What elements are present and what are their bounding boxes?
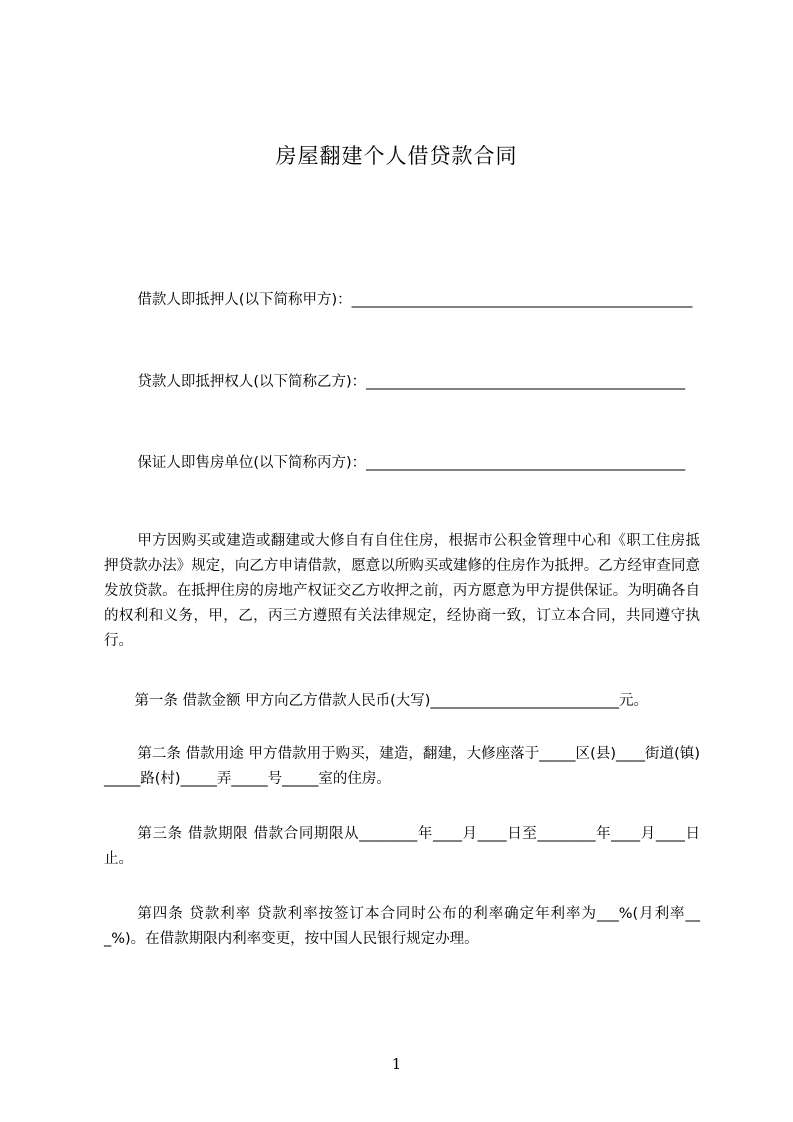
article-3-loan-term: 第三条 借款期限 借款合同期限从________年____月____日至________年____月____日止。 [104,826,700,867]
document-title: 房屋翻建个人借贷款合同 [275,144,518,168]
borrower-clause: 借款人即抵押人(以下简称甲方)：_______________________________________________ [137,292,693,308]
page-number: 1 [391,1055,402,1073]
article-2-loan-purpose: 第二条 借款用途 甲方借款用于购买，建造，翻建，大修座落于_____区(县)____街道(镇)_____路(村)_____弄_____号_____室的住房。 [104,746,700,787]
guarantor-clause: 保证人即售房单位(以下简称丙方)：____________________________________________ [137,455,686,471]
lender-clause: 贷款人即抵押权人(以下简称乙方)：____________________________________________ [137,374,686,390]
article-1-loan-amount: 第一条 借款金额 甲方向乙方借款人民币(大写)__________________________元。 [134,693,648,709]
preamble-paragraph: 甲方因购买或建造或翻建或大修自有自住住房，根据市公积金管理中心和《职工住房抵押贷款办法》规定，向乙方申请借款，愿意以所购买或建修的住房作为抵押。乙方经审查同意发放贷款。在抵押住房的房地产权证交乙方收押之前，丙方愿意为甲方提供保证。为明确各自的权利和义务，甲，乙，丙三方遵照有关法律规定，经协商一致，订立本合同，共同遵守执行。 [104,533,700,649]
article-4-interest-rate: 第四条 贷款利率 贷款利率按签订本合同时公布的利率确定年利率为___%(月利率___%)。在借款期限内利率变更，按中国人民银行规定办理。 [104,906,700,947]
